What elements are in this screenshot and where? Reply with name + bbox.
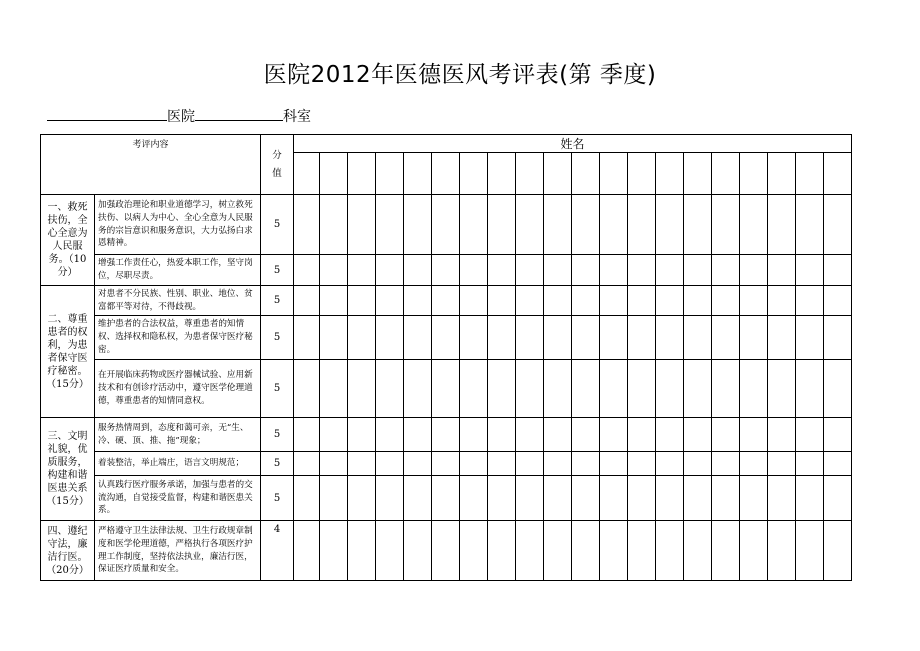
score-cell[interactable] [768, 255, 796, 286]
score-cell[interactable] [544, 360, 572, 418]
score-cell[interactable] [572, 316, 600, 360]
score-cell[interactable] [320, 521, 348, 581]
score-cell[interactable] [544, 316, 572, 360]
score-cell[interactable] [294, 521, 320, 581]
score-cell[interactable] [740, 316, 768, 360]
page-title: 医院2012年医德医风考评表(第 季度) [263, 62, 657, 88]
score-cell[interactable] [824, 286, 852, 316]
score-cell[interactable] [544, 286, 572, 316]
score-cell[interactable] [656, 521, 684, 581]
item-score: 5 [261, 195, 294, 255]
score-cell[interactable] [348, 255, 376, 286]
hospital-blank[interactable] [47, 106, 167, 121]
score-cell[interactable] [516, 286, 544, 316]
name-header: 姓名 [294, 135, 852, 153]
score-cell[interactable] [516, 418, 544, 452]
name-cell[interactable] [376, 153, 404, 195]
score-cell[interactable] [796, 195, 824, 255]
category-label: 一、救死扶伤，全心全意为人民服务。（10分） [41, 195, 95, 286]
score-cell[interactable] [600, 286, 628, 316]
score-cell[interactable] [824, 255, 852, 286]
score-cell[interactable] [404, 286, 432, 316]
score-cell[interactable] [684, 452, 712, 476]
item-score: 5 [261, 360, 294, 418]
score-cell[interactable] [432, 452, 460, 476]
score-cell[interactable] [740, 476, 768, 521]
score-cell[interactable] [656, 360, 684, 418]
name-cell[interactable] [460, 153, 488, 195]
score-cell[interactable] [294, 360, 320, 418]
score-cell[interactable] [404, 255, 432, 286]
score-cell[interactable] [628, 195, 656, 255]
table-row [41, 316, 852, 360]
table-row [41, 195, 852, 255]
item-score: 4 [261, 521, 294, 581]
name-cell[interactable] [768, 153, 796, 195]
table-row [41, 418, 852, 452]
score-cell[interactable] [740, 521, 768, 581]
score-cell[interactable] [768, 521, 796, 581]
score-cell[interactable] [460, 452, 488, 476]
score-cell[interactable] [460, 255, 488, 286]
score-cell[interactable] [712, 418, 740, 452]
score-cell[interactable] [796, 476, 824, 521]
score-cell[interactable] [488, 521, 516, 581]
score-cell[interactable] [824, 360, 852, 418]
score-cell[interactable] [348, 418, 376, 452]
score-cell[interactable] [460, 418, 488, 452]
score-cell[interactable] [320, 316, 348, 360]
score-cell[interactable] [740, 195, 768, 255]
score-cell[interactable] [712, 521, 740, 581]
name-cell[interactable] [488, 153, 516, 195]
score-cell[interactable] [572, 521, 600, 581]
score-cell[interactable] [320, 286, 348, 316]
score-cell[interactable] [348, 521, 376, 581]
score-cell[interactable] [600, 452, 628, 476]
score-cell[interactable] [768, 316, 796, 360]
score-cell[interactable] [712, 476, 740, 521]
score-cell[interactable] [572, 255, 600, 286]
name-cell[interactable] [712, 153, 740, 195]
score-cell[interactable] [460, 286, 488, 316]
item-score: 5 [261, 255, 294, 286]
score-cell[interactable] [768, 476, 796, 521]
score-cell[interactable] [656, 476, 684, 521]
score-cell[interactable] [600, 360, 628, 418]
score-cell[interactable] [656, 316, 684, 360]
score-cell[interactable] [488, 476, 516, 521]
score-cell[interactable] [320, 418, 348, 452]
score-cell[interactable] [544, 521, 572, 581]
score-cell[interactable] [572, 195, 600, 255]
score-cell[interactable] [376, 452, 404, 476]
score-cell[interactable] [376, 195, 404, 255]
score-cell[interactable] [488, 255, 516, 286]
name-cell[interactable] [656, 153, 684, 195]
category-label: 三、文明礼貌，优质服务，构建和谐医患关系（15分） [41, 418, 95, 521]
score-cell[interactable] [796, 418, 824, 452]
score-cell[interactable] [294, 316, 320, 360]
score-cell[interactable] [684, 476, 712, 521]
score-cell[interactable] [488, 316, 516, 360]
score-cell[interactable] [628, 255, 656, 286]
score-cell[interactable] [656, 255, 684, 286]
department-blank[interactable] [195, 106, 283, 121]
score-cell[interactable] [600, 521, 628, 581]
score-cell[interactable] [572, 418, 600, 452]
table-row [41, 286, 852, 316]
score-cell[interactable] [544, 476, 572, 521]
item-text: 服务热情周到，态度和蔼可亲，无“生、冷、硬、顶、推、拖”现象； [95, 418, 261, 452]
score-cell[interactable] [376, 255, 404, 286]
score-cell[interactable] [740, 286, 768, 316]
score-cell[interactable] [348, 360, 376, 418]
item-text: 认真践行医疗服务承诺，加强与患者的交流沟通，自觉接受监督，构建和谐医患关系。 [95, 476, 261, 521]
item-text: 增强工作责任心，热爱本职工作，坚守岗位，尽职尽责。 [95, 255, 261, 286]
item-text: 着装整洁，举止端庄，语言文明规范； [95, 452, 261, 476]
score-cell[interactable] [348, 195, 376, 255]
score-cell[interactable] [320, 195, 348, 255]
score-cell[interactable] [516, 195, 544, 255]
table-row [41, 360, 852, 418]
score-cell[interactable] [684, 360, 712, 418]
score-cell[interactable] [404, 418, 432, 452]
score-cell[interactable] [294, 452, 320, 476]
score-cell[interactable] [740, 418, 768, 452]
score-cell[interactable] [516, 360, 544, 418]
score-cell[interactable] [376, 521, 404, 581]
score-cell[interactable] [432, 476, 460, 521]
score-cell[interactable] [488, 418, 516, 452]
score-cell[interactable] [432, 286, 460, 316]
score-cell[interactable] [572, 360, 600, 418]
score-cell[interactable] [460, 316, 488, 360]
score-cell[interactable] [404, 476, 432, 521]
score-cell[interactable] [628, 476, 656, 521]
score-cell[interactable] [796, 452, 824, 476]
name-cell[interactable] [432, 153, 460, 195]
score-cell[interactable] [824, 521, 852, 581]
item-text: 维护患者的合法权益，尊重患者的知情权、选择权和隐私权，为患者保守医疗秘密。 [95, 316, 261, 360]
score-cell[interactable] [516, 316, 544, 360]
score-cell[interactable] [712, 286, 740, 316]
category-label: 二、尊重患者的权利，为患者保守医疗秘密。（15分） [41, 286, 95, 418]
content-header: 考评内容 [41, 135, 261, 195]
score-cell[interactable] [768, 360, 796, 418]
score-cell[interactable] [488, 286, 516, 316]
item-text: 在开展临床药物或医疗器械试验、应用新技术和有创诊疗活动中，遵守医学伦理道德，尊重患者的知情同意权。 [95, 360, 261, 418]
score-cell[interactable] [432, 255, 460, 286]
score-cell[interactable] [656, 418, 684, 452]
score-cell[interactable] [824, 195, 852, 255]
item-score: 5 [261, 452, 294, 476]
score-cell[interactable] [628, 418, 656, 452]
score-cell[interactable] [294, 195, 320, 255]
score-cell[interactable] [544, 255, 572, 286]
score-cell[interactable] [460, 521, 488, 581]
name-cell[interactable] [572, 153, 600, 195]
score-cell[interactable] [320, 360, 348, 418]
score-cell[interactable] [824, 418, 852, 452]
item-score: 5 [261, 418, 294, 452]
score-cell[interactable] [572, 286, 600, 316]
score-cell[interactable] [572, 476, 600, 521]
score-cell[interactable] [404, 360, 432, 418]
score-cell[interactable] [460, 195, 488, 255]
score-cell[interactable] [348, 316, 376, 360]
name-cell[interactable] [600, 153, 628, 195]
score-cell[interactable] [628, 360, 656, 418]
name-cell[interactable] [544, 153, 572, 195]
score-cell[interactable] [684, 255, 712, 286]
score-cell[interactable] [294, 286, 320, 316]
score-cell[interactable] [684, 316, 712, 360]
score-cell[interactable] [432, 418, 460, 452]
score-cell[interactable] [544, 452, 572, 476]
score-cell[interactable] [376, 316, 404, 360]
score-cell[interactable] [712, 195, 740, 255]
score-cell[interactable] [796, 521, 824, 581]
score-cell[interactable] [432, 316, 460, 360]
score-cell[interactable] [628, 452, 656, 476]
score-cell[interactable] [600, 418, 628, 452]
score-cell[interactable] [684, 521, 712, 581]
item-score: 5 [261, 476, 294, 521]
score-cell[interactable] [404, 452, 432, 476]
score-cell[interactable] [320, 476, 348, 521]
score-cell[interactable] [600, 476, 628, 521]
score-cell[interactable] [294, 255, 320, 286]
score-cell[interactable] [796, 360, 824, 418]
score-cell[interactable] [656, 195, 684, 255]
score-cell[interactable] [740, 452, 768, 476]
score-cell[interactable] [348, 476, 376, 521]
category-label: 四、遵纪守法，廉洁行医。（20分） [41, 521, 95, 581]
score-cell[interactable] [488, 195, 516, 255]
score-cell[interactable] [488, 360, 516, 418]
score-cell[interactable] [294, 476, 320, 521]
score-cell[interactable] [432, 521, 460, 581]
score-cell[interactable] [712, 316, 740, 360]
score-cell[interactable] [740, 360, 768, 418]
score-cell[interactable] [376, 286, 404, 316]
subtitle-line [47, 106, 311, 126]
score-cell[interactable] [656, 452, 684, 476]
score-cell[interactable] [628, 316, 656, 360]
score-cell[interactable] [404, 521, 432, 581]
table-row [41, 255, 852, 286]
item-score: 5 [261, 316, 294, 360]
name-cell[interactable] [320, 153, 348, 195]
score-cell[interactable] [572, 452, 600, 476]
name-cell[interactable] [796, 153, 824, 195]
score-cell[interactable] [712, 255, 740, 286]
score-cell[interactable] [544, 418, 572, 452]
item-text: 严格遵守卫生法律法规、卫生行政规章制度和医学伦理道德，严格执行各项医疗护理工作制度，坚持依法执业，廉洁行医，保证医疗质量和安全。 [95, 521, 261, 581]
score-cell[interactable] [460, 476, 488, 521]
score-cell[interactable] [320, 255, 348, 286]
name-cell[interactable] [824, 153, 852, 195]
evaluation-table [40, 134, 852, 581]
score-cell[interactable] [376, 418, 404, 452]
name-cell[interactable] [516, 153, 544, 195]
name-cell[interactable] [294, 153, 320, 195]
score-cell[interactable] [460, 360, 488, 418]
score-cell[interactable] [796, 316, 824, 360]
score-cell[interactable] [516, 452, 544, 476]
score-cell[interactable] [796, 286, 824, 316]
score-cell[interactable] [740, 255, 768, 286]
score-cell[interactable] [294, 418, 320, 452]
table-row [41, 452, 852, 476]
hospital-label: 医院 [167, 109, 195, 125]
score-cell[interactable] [628, 521, 656, 581]
score-cell[interactable] [348, 452, 376, 476]
score-cell[interactable] [824, 452, 852, 476]
score-cell[interactable] [348, 286, 376, 316]
score-cell[interactable] [516, 521, 544, 581]
score-cell[interactable] [768, 452, 796, 476]
score-cell[interactable] [600, 255, 628, 286]
name-cell[interactable] [740, 153, 768, 195]
score-cell[interactable] [824, 316, 852, 360]
score-cell[interactable] [796, 255, 824, 286]
score-cell[interactable] [404, 316, 432, 360]
item-text: 加强政治理论和职业道德学习，树立救死扶伤、以病人为中心、全心全意为人民服务的宗旨意识和服务意识，大力弘扬白求恩精神。 [95, 195, 261, 255]
score-cell[interactable] [712, 452, 740, 476]
name-cell[interactable] [404, 153, 432, 195]
name-cell[interactable] [628, 153, 656, 195]
name-cell[interactable] [348, 153, 376, 195]
department-label: 科室 [283, 109, 311, 125]
score-cell[interactable] [768, 286, 796, 316]
name-cell[interactable] [684, 153, 712, 195]
score-cell[interactable] [432, 360, 460, 418]
score-cell[interactable] [684, 418, 712, 452]
score-header [261, 135, 294, 195]
score-cell[interactable] [544, 195, 572, 255]
score-cell[interactable] [516, 255, 544, 286]
score-cell[interactable] [432, 195, 460, 255]
score-cell[interactable] [320, 452, 348, 476]
score-cell[interactable] [768, 418, 796, 452]
score-cell[interactable] [600, 316, 628, 360]
score-cell[interactable] [376, 476, 404, 521]
score-cell[interactable] [488, 452, 516, 476]
score-cell[interactable] [768, 195, 796, 255]
score-cell[interactable] [376, 360, 404, 418]
score-header-text: 分值 [272, 149, 282, 179]
score-cell[interactable] [684, 286, 712, 316]
score-cell[interactable] [656, 286, 684, 316]
score-cell[interactable] [404, 195, 432, 255]
score-cell[interactable] [516, 476, 544, 521]
score-cell[interactable] [600, 195, 628, 255]
item-score: 5 [261, 286, 294, 316]
score-cell[interactable] [628, 286, 656, 316]
score-cell[interactable] [712, 360, 740, 418]
item-text: 对患者不分民族、性别、职业、地位、贫富都平等对待，不得歧视。 [95, 286, 261, 316]
score-cell[interactable] [684, 195, 712, 255]
table-row [41, 521, 852, 581]
table-row [41, 476, 852, 521]
score-cell[interactable] [824, 476, 852, 521]
